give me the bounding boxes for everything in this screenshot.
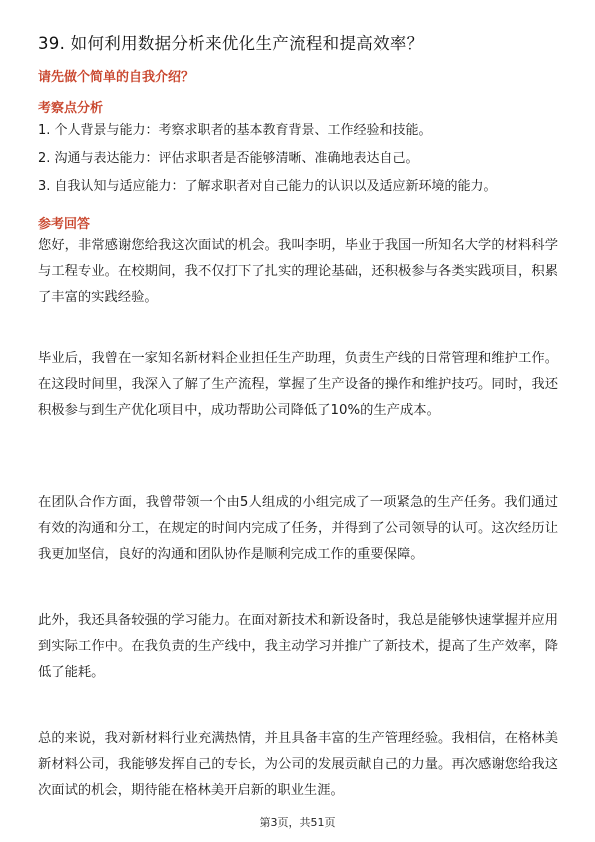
analysis-item: 2. 沟通与表达能力：评估求职者是否能够清晰、准确地表达自己。 <box>38 151 419 166</box>
analysis-heading: 考察点分析 <box>38 101 104 116</box>
answer-paragraph: 您好，非常感谢您给我这次面试的机会。我叫李明，毕业于我国一所知名大学的材料科学与工程专业。在校期间，我不仅打下了扎实的理论基础，还积极参与各类实践项目，积累了丰富的实践经验。 <box>38 238 558 305</box>
page-footer: 第3页，共51页 <box>259 816 336 829</box>
analysis-item: 3. 自我认知与适应能力：了解求职者对自己能力的认识以及适应新环境的能力。 <box>38 179 497 194</box>
analysis-item: 1. 个人背景与能力：考察求职者的基本教育背景、工作经验和技能。 <box>38 123 432 138</box>
question-title: 39. 如何利用数据分析来优化生产流程和提高效率？ <box>38 34 424 53</box>
answer-paragraph: 总的来说，我对新材料行业充满热情，并且具备丰富的生产管理经验。我相信，在格林美新材料公司，我能够发挥自己的专长，为公司的发展贡献自己的力量。再次感谢您给我这次面试的机会，期待能在格林美开启新的职业生涯。 <box>38 731 558 798</box>
answer-paragraph: 此外，我还具备较强的学习能力。在面对新技术和新设备时，我总是能够快速掌握并应用到实际工作中。在我负责的生产线中，我主动学习并推广了新技术，提高了生产效率，降低了能耗。 <box>38 613 558 680</box>
reference-heading: 参考回答 <box>38 217 91 232</box>
answer-paragraph: 毕业后，我曾在一家知名新材料企业担任生产助理，负责生产线的日常管理和维护工作。在这段时间里，我深入了解了生产流程，掌握了生产设备的操作和维护技巧。同时，我还积极参与到生产优化项目中，成功帮助公司降低了10%的生产成本。 <box>38 351 558 418</box>
question-prompt: 请先做个简单的自我介绍？ <box>38 70 195 85</box>
answer-paragraph: 在团队合作方面，我曾带领一个由5人组成的小组完成了一项紧急的生产任务。我们通过有效的沟通和分工，在规定的时间内完成了任务，并得到了公司领导的认可。这次经历让我更加坚信，良好的沟通和团队协作是顺利完成工作的重要保障。 <box>38 495 558 562</box>
analysis-list <box>38 120 497 204</box>
